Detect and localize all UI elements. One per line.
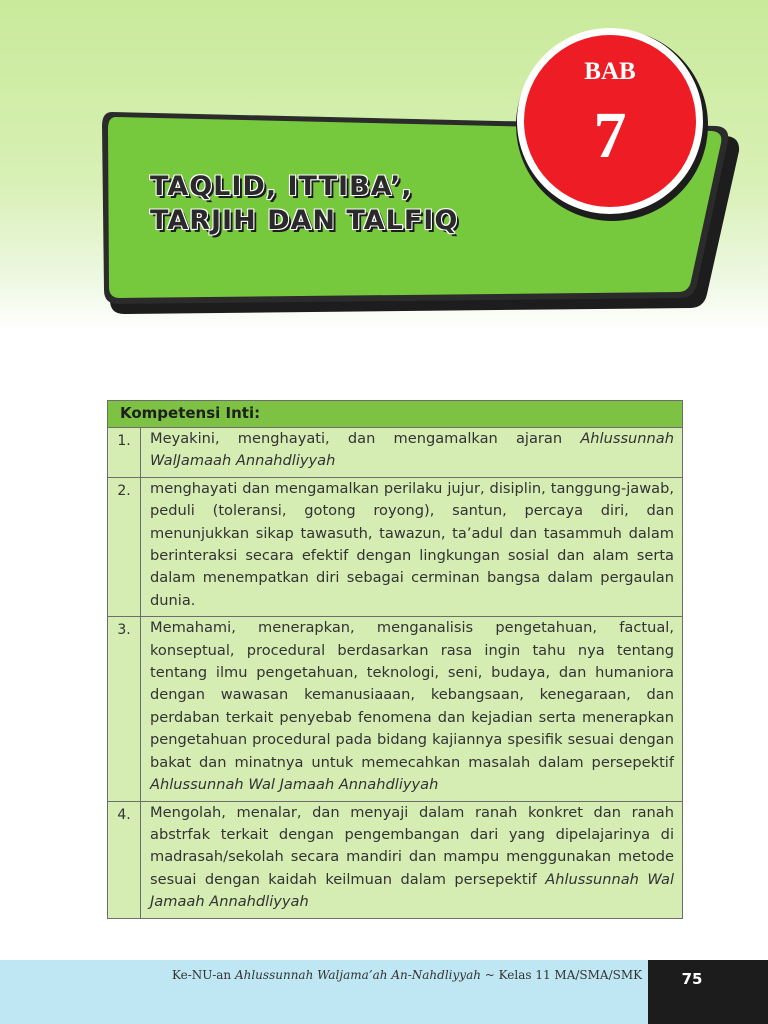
table-row: [108, 801, 683, 918]
chapter-title: [150, 170, 570, 238]
row-text-body: menghayati dan mengamalkan perilaku jujur, disiplin, tanggung-jawab, peduli (toleransi, gotong royong), santun, percaya diri, dan menunjukkan sikap tawasuth, tawazun, ta’adul dan tasammuh dalam berinteraksi secara efektif dengan lingkungan sosial dan alam serta dalam menempatkan diri sebagai cerminan bangsa dalam pergaulan dunia.: [150, 479, 674, 609]
row-text: [141, 617, 683, 801]
row-number: 3.: [108, 617, 141, 801]
chapter-title-line2: TARJIH DAN TALFIQ: [150, 205, 459, 236]
page-number: 75: [681, 970, 703, 988]
table-row: [108, 428, 683, 478]
footer-prefix: Ke-NU-an: [172, 968, 235, 982]
row-number: 1.: [108, 428, 141, 478]
row-text: [141, 477, 683, 616]
row-text: [141, 428, 683, 478]
row-text-italic: Ahlussunnah Wal Jamaah Annahdliyyah: [150, 870, 675, 911]
chapter-title-line1: TAQLID, ITTIBA’,: [150, 171, 413, 202]
bab-number: 7: [593, 99, 627, 172]
row-text-body: Meyakini, menghayati, dan mengamalkan ajaran: [150, 430, 581, 447]
competency-table: [107, 400, 683, 919]
bab-label: BAB: [584, 58, 636, 85]
table-row: [108, 477, 683, 616]
row-text-body: Memahami, menerapkan, menganalisis pengetahuan, factual, konseptual, procedural berdasarkan rasa ingin tahu nya tentang tentang ilmu pengetahuan, teknologi, seni, budaya, dan humaniora dengan wawasan kemanusiaaan, kebangsaan, kenegaraan, dan perdaban terkait penyebab fenomena dan kejadian serta menerapkan pengetahuan procedural pada bidang kajiannya spesifik sesuai dengan bakat dan minatnya untuk memecahkan masalah dalam persepektif: [150, 619, 674, 771]
page-number-box: [648, 960, 768, 1024]
table-header: Kompetensi Inti:: [108, 401, 683, 428]
row-text: [141, 801, 683, 918]
footer-text: [172, 968, 642, 982]
row-text-italic: Ahlussunnah Wal Jamaah Annahdliyyah: [150, 776, 439, 794]
footer-suffix: ~ Kelas 11 MA/SMA/SMK: [480, 968, 643, 982]
row-number: 2.: [108, 477, 141, 616]
footer-book-title: Ahlussunnah Waljama’ah An-Nahdliyyah: [234, 968, 481, 982]
table-row: [108, 617, 683, 801]
row-number: 4.: [108, 801, 141, 918]
row-text-body: Mengolah, menalar, dan menyaji dalam ranah konkret dan ranah abstrfak terkait dengan pengembangan dari yang dipelajarinya di madrasah/sekolah secara mandiri dan mampu menggunakan metode sesuai dengan kaidah keilmuan dalam persepektif: [150, 803, 674, 888]
row-text-italic: Ahlussunnah WalJamaah Annahdliyyah: [150, 430, 674, 470]
